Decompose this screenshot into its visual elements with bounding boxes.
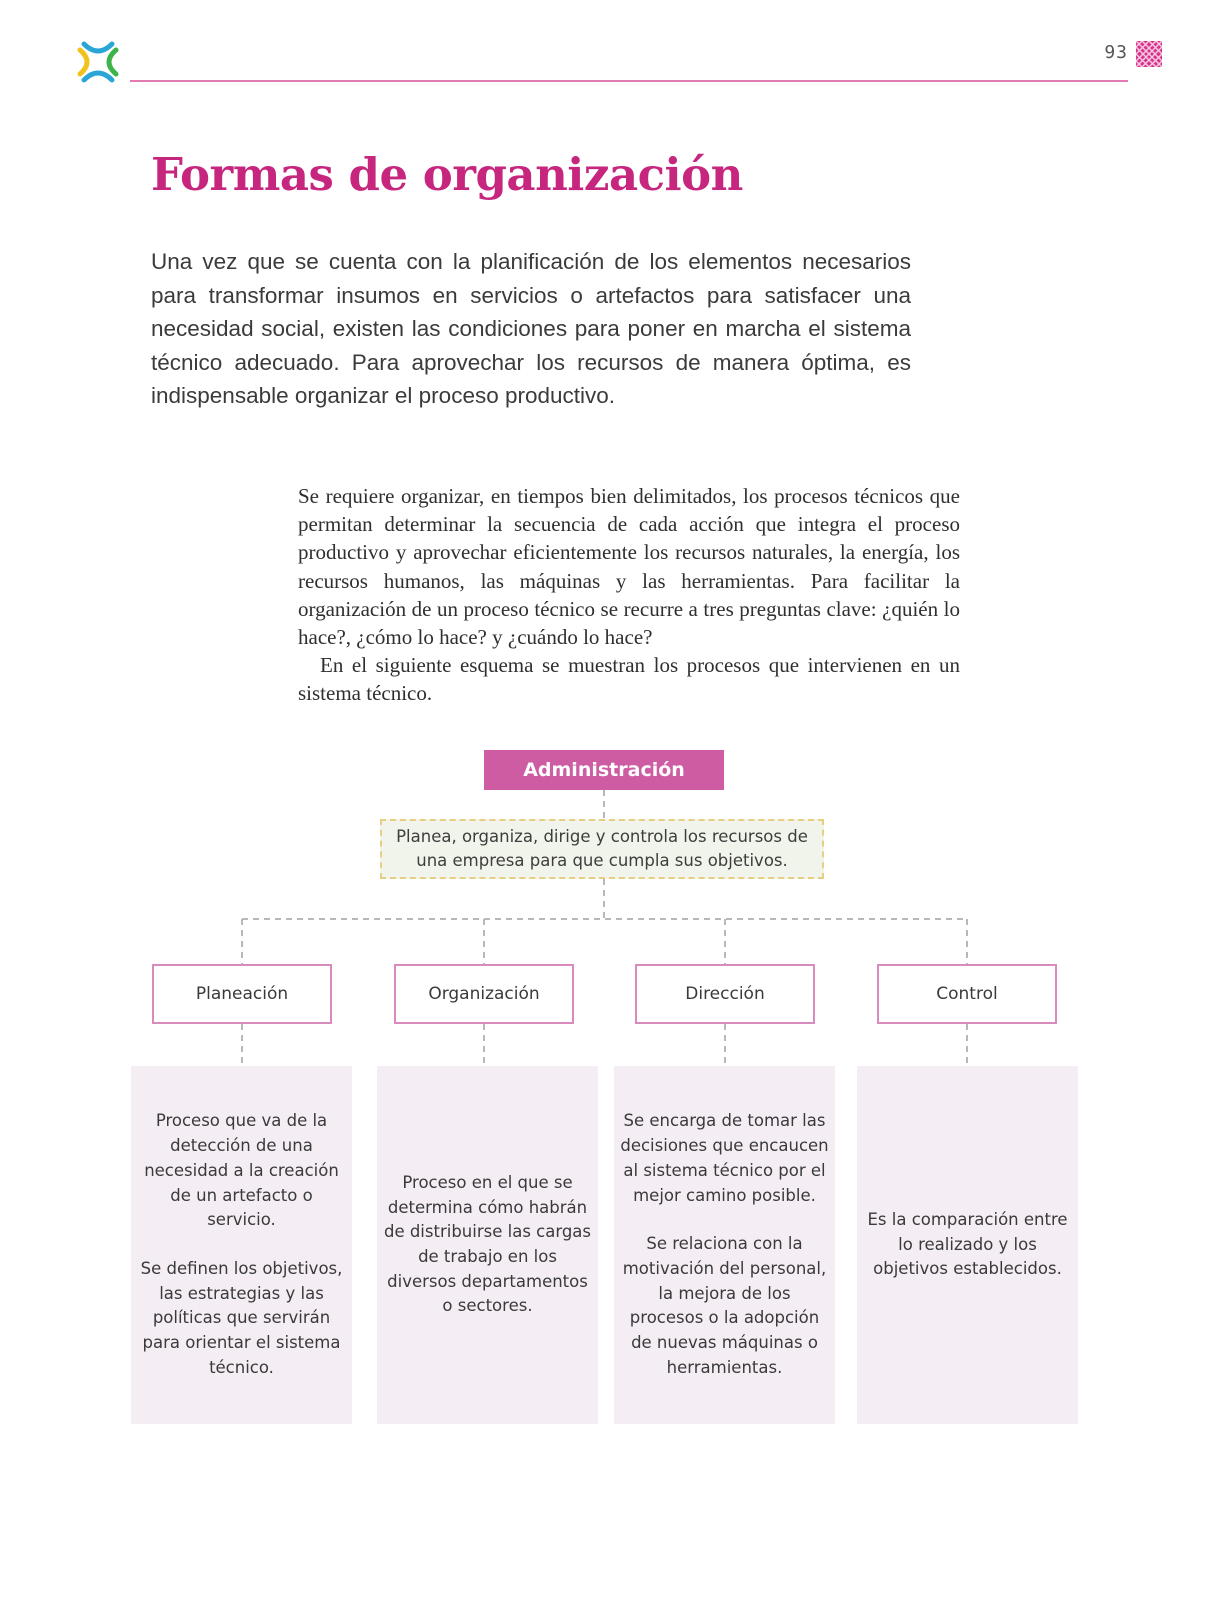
organizacion-description-p1: Proceso en el que se determina cómo habrán de distribuirse las cargas de trabajo en los diversos departamentos o sectores. bbox=[383, 1172, 592, 1316]
organizacion-description bbox=[377, 1066, 598, 1424]
body-paragraph-2: En el siguiente esquema se muestran los procesos que intervienen en un sistema técnico. bbox=[298, 653, 960, 706]
control-description-p1: Es la comparación entre lo realizado y los objetivos establecidos. bbox=[867, 1209, 1068, 1279]
direccion-description bbox=[614, 1066, 835, 1424]
page-number: 93 bbox=[1104, 42, 1128, 63]
direccion-description-p1: Se encarga de tomar las decisiones que encaucen al sistema técnico por el mejor camino posible. bbox=[620, 1111, 829, 1205]
header-rule bbox=[130, 80, 1128, 82]
organizacion-box: Organización bbox=[394, 964, 574, 1024]
logo-icon bbox=[76, 40, 120, 84]
direccion-description-p2: Se relaciona con la motivación del personal, la mejora de los procesos o la adopción de nuevas máquinas o herramientas. bbox=[622, 1234, 827, 1377]
planeacion-box: Planeación bbox=[152, 964, 332, 1024]
planeacion-description-p2: Se definen los objetivos, las estrategias y las políticas que servirán para orientar el sistema técnico. bbox=[140, 1259, 343, 1377]
planeacion-description-p1: Proceso que va de la detección de una necesidad a la creación de un artefacto o servicio. bbox=[144, 1111, 339, 1230]
administracion-description-text: Planea, organiza, dirige y controla los recursos de una empresa para que cumpla sus objetivos. bbox=[396, 827, 808, 870]
intro-paragraph: Una vez que se cuenta con la planificación de los elementos necesarios para transformar insumos en servicios o artefactos para satisfacer una necesidad social, existen las condiciones para poner en marcha el sistema técnico adecuado. Para aprovechar los recursos de manera óptima, es indispensable organizar el proceso productivo. bbox=[151, 249, 911, 408]
control-description bbox=[857, 1066, 1078, 1424]
body-paragraph-1: Se requiere organizar, en tiempos bien delimitados, los procesos técnicos que permitan determinar la secuencia de cada acción que integra el proceso productivo y aprovechar eficientemente los recursos naturales, la energía, los recursos humanos, las máquinas y las herramientas. Para facilitar la organización de un proceso técnico se recurre a tres preguntas clave: ¿quién lo hace?, ¿cómo lo hace? y ¿cuándo lo hace? bbox=[298, 484, 960, 650]
corner-pattern-icon bbox=[1136, 41, 1162, 67]
administracion-description bbox=[380, 819, 824, 879]
control-box: Control bbox=[877, 964, 1057, 1024]
body-text bbox=[298, 482, 960, 708]
page-title: Formas de organización bbox=[151, 148, 743, 201]
planeacion-description bbox=[131, 1066, 352, 1424]
direccion-box: Dirección bbox=[635, 964, 815, 1024]
administracion-box: Administración bbox=[484, 750, 724, 790]
